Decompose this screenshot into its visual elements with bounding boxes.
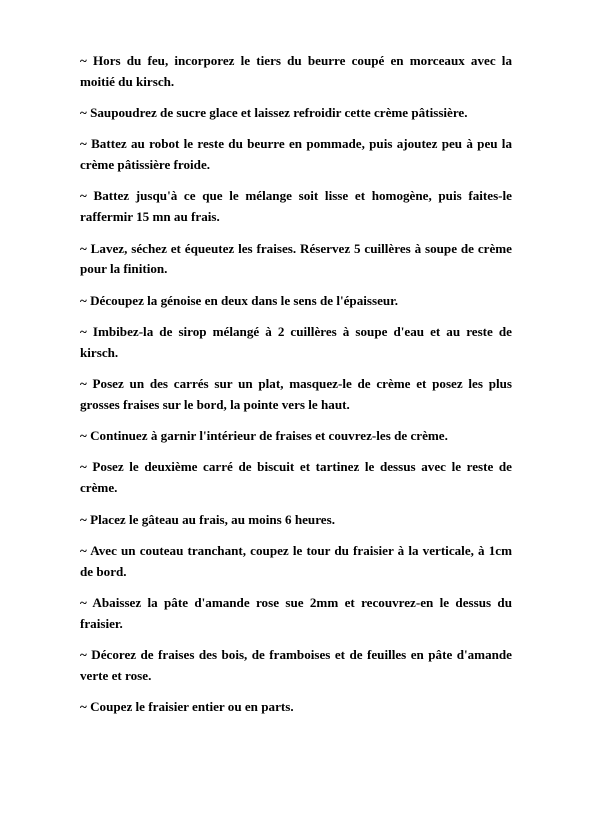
recipe-step: ~ Décorez de fraises des bois, de framboises et de feuilles en pâte d'amande verte et rose. <box>80 647 512 683</box>
recipe-step: ~ Imbibez-la de sirop mélangé à 2 cuillères à soupe d'eau et au reste de kirsch. <box>80 323 512 360</box>
recipe-step: ~ Posez un des carrés sur un plat, masquez-le de crème et posez les plus grosses fraises sur le bord, la pointe vers le haut. <box>80 376 512 412</box>
recipe-step: ~ Découpez la génoise en deux dans le sens de l'épaisseur. <box>80 292 399 308</box>
recipe-step: ~ Abaissez la pâte d'amande rose sue 2mm et recouvrez-en le dessus du fraisier. <box>80 594 512 631</box>
recipe-step: ~ Posez le deuxième carré de biscuit et tartinez le dessus avec le reste de crème. <box>80 459 512 496</box>
recipe-step: ~ Avec un couteau tranchant, coupez le tour du fraisier à la verticale, à 1cm de bord. <box>80 542 512 579</box>
recipe-step: ~ Saupoudrez de sucre glace et laissez refroidir cette crème pâtissière. <box>80 105 468 121</box>
recipe-step: ~ Continuez à garnir l'intérieur de fraises et couvrez-les de crème. <box>80 428 448 444</box>
recipe-steps-list <box>80 51 512 728</box>
recipe-step: ~ Lavez, séchez et équeutez les fraises. Réservez 5 cuillères à soupe de crème pour la finition. <box>80 240 512 277</box>
recipe-step: ~ Hors du feu, incorporez le tiers du beurre coupé en morceaux avec la moitié du kirsch. <box>80 53 512 89</box>
recipe-step: ~ Battez jusqu'à ce que le mélange soit lisse et homogène, puis faites-le raffermir 15 mn au frais. <box>80 188 512 225</box>
recipe-step: ~ Coupez le fraisier entier ou en parts. <box>80 699 294 715</box>
recipe-step: ~ Battez au robot le reste du beurre en pommade, puis ajoutez peu à peu la crème pâtissière froide. <box>80 136 512 173</box>
recipe-step: ~ Placez le gâteau au frais, au moins 6 heures. <box>80 511 335 527</box>
